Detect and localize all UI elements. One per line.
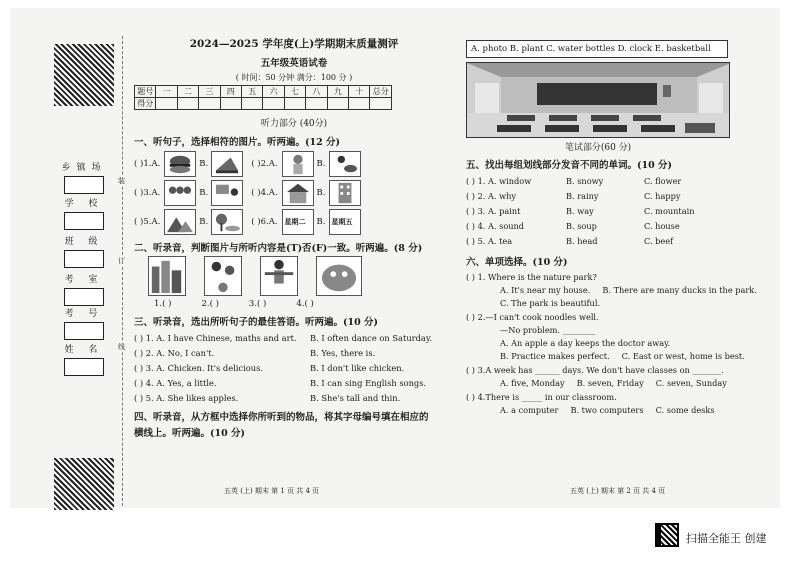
field-exam-room: 考 室	[54, 272, 114, 306]
score-table	[134, 85, 392, 110]
teacher-picture	[211, 180, 243, 206]
exam-meta: ( 时间：50 分钟 满分：100 分 )	[235, 73, 353, 82]
score-cell: 九	[327, 86, 348, 98]
score-cell: 十	[349, 86, 370, 98]
page-footer-right: 五英 (上) 期末 第 2 页 共 4 页	[570, 487, 666, 495]
score-cell: 八	[306, 86, 327, 98]
s2-pictures	[134, 256, 454, 296]
cut-mark: 装	[118, 177, 125, 185]
qr-code-icon	[655, 523, 679, 547]
score-cell: 总分	[370, 86, 392, 98]
s5-row: ( ) 5. A. tea B. head C. beef	[466, 236, 674, 246]
kids-playing-picture	[204, 256, 242, 296]
question-2: ( ) 2.—I can't cook noodles well. —No problem. ________ A. An apple a day keeps the doctor away. B. Practice makes perfect. C. East or west, home is best.	[466, 312, 745, 361]
calendar-friday-picture: 星期五	[329, 209, 361, 235]
house-picture	[282, 180, 314, 206]
sandwich-picture	[211, 151, 243, 177]
children-picture	[164, 180, 196, 206]
field-school: 学 校	[54, 196, 114, 230]
s2-answers: 1.( ) 2.( ) 3.( ) 4.( )	[154, 299, 314, 309]
right-page	[466, 40, 786, 415]
s3-row: ( ) 3. A. Chicken. It's delicious. B. I don't like chicken.	[134, 363, 405, 373]
exam-subtitle: 五年级英语试卷	[260, 58, 328, 69]
question-1: ( ) 1. Where is the nature park? A. It's near my house. B. There are many ducks in the park. C. The park is beautiful.	[466, 272, 757, 308]
kungfu-picture	[260, 256, 298, 296]
score-cell[interactable]	[220, 98, 241, 110]
field-township: 乡镇场	[54, 160, 114, 194]
score-cell: 一	[156, 86, 177, 98]
scanner-brand: 扫描全能王 创建	[686, 532, 767, 545]
score-cell: 三	[199, 86, 220, 98]
score-cell: 题号	[135, 86, 156, 98]
left-page	[134, 36, 454, 439]
man-dog-picture	[329, 151, 361, 177]
page-footer-left: 五英 (上) 期末 第 1 页 共 4 页	[224, 487, 320, 495]
s3-row: ( ) 4. A. Yes, a little. B. I can sing English songs.	[134, 378, 427, 388]
section-2-title: 二、听录音，判断图片与所听内容是(T)否(F)一致。听两遍。(8 分)	[134, 243, 423, 254]
s3-row: ( ) 1. A. I have Chinese, maths and art. B. I often dance on Saturday.	[134, 333, 433, 343]
section-4-title: 四、听录音，从方框中选择你所听到的物品，将其字母编号填在相应的	[134, 412, 429, 423]
s5-row: ( ) 1. A. window B. snowy C. flower	[466, 176, 682, 186]
exam-title: 2024—2025 学年度(上)学期期末质量测评	[189, 38, 399, 50]
score-cell[interactable]	[349, 98, 370, 110]
written-part-title: 笔试部分(60 分)	[564, 143, 632, 153]
score-cell[interactable]	[327, 98, 348, 110]
s3-row: ( ) 5. A. She likes apples. B. She's tall and thin.	[134, 393, 401, 403]
hamburger-picture	[164, 151, 196, 177]
section-1-title: 一、听句子，选择相符的图片。听两遍。(12 分)	[134, 137, 341, 148]
classroom-picture	[466, 62, 730, 138]
field-name: 姓 名	[54, 342, 114, 376]
building-picture	[329, 180, 361, 206]
s1-row: ( )5.A. B. ( )6.A. 星期二 B. 星期五	[134, 209, 454, 235]
score-cell: 得分	[135, 98, 156, 110]
s1-row: ( )1.A. B. ( )2.A. B.	[134, 151, 454, 177]
score-cell: 四	[220, 86, 241, 98]
score-cell[interactable]	[284, 98, 305, 110]
score-cell[interactable]	[370, 98, 392, 110]
exam-sheet	[10, 8, 780, 508]
field-box[interactable]	[64, 250, 104, 268]
score-cell: 六	[263, 86, 284, 98]
cartoon-picture	[316, 256, 362, 296]
city-picture	[148, 256, 186, 296]
cut-mark: 订	[118, 257, 125, 265]
question-4: ( ) 4.There is _____ in our classroom. A. a computer B. two computers C. some desks	[466, 392, 715, 415]
boy-cooking-picture	[282, 151, 314, 177]
park-picture	[211, 209, 243, 235]
mountain-picture	[164, 209, 196, 235]
score-cell: 五	[242, 86, 263, 98]
hatch-pattern-top	[54, 44, 114, 106]
score-cell[interactable]	[242, 98, 263, 110]
field-exam-number: 考 号	[54, 306, 114, 340]
cut-line	[122, 36, 123, 506]
s5-row: ( ) 2. A. why B. rainy C. happy	[466, 191, 681, 201]
hatch-pattern-bottom	[54, 458, 114, 510]
s5-row: ( ) 3. A. paint B. way C. mountain	[466, 206, 695, 216]
cut-mark: 线	[118, 343, 125, 351]
score-cell[interactable]	[199, 98, 220, 110]
section-5-title: 五、找出每组划线部分发音不同的单词。(10 分)	[466, 160, 673, 171]
listening-part-title: 听力部分 (40分)	[260, 119, 328, 129]
field-class: 班 级	[54, 234, 114, 268]
binding-strip	[24, 36, 124, 506]
field-box[interactable]	[64, 176, 104, 194]
s5-row: ( ) 4. A. sound B. soup C. house	[466, 221, 680, 231]
score-cell: 七	[284, 86, 305, 98]
field-box[interactable]	[64, 212, 104, 230]
score-cell: 二	[177, 86, 198, 98]
word-box: A. photo B. plant C. water bottles D. clock E. basketball	[466, 40, 728, 58]
score-cell[interactable]	[177, 98, 198, 110]
field-box[interactable]	[64, 288, 104, 306]
score-cell[interactable]	[263, 98, 284, 110]
s3-row: ( ) 2. A. No, I can't. B. Yes, there is.	[134, 348, 376, 358]
calendar-tuesday-picture: 星期二	[282, 209, 314, 235]
field-box[interactable]	[64, 322, 104, 340]
s1-row: ( )3.A. B. ( )4.A. B.	[134, 180, 454, 206]
section-6-title: 六、单项选择。(10 分)	[466, 257, 568, 268]
score-cell[interactable]	[156, 98, 177, 110]
section-3-title: 三、听录音，选出所听句子的最佳答语。听两遍。(10 分)	[134, 317, 379, 328]
score-cell[interactable]	[306, 98, 327, 110]
section-4-title-line2: 横线上。听两遍。(10 分)	[134, 428, 246, 439]
question-3: ( ) 3.A week has ______ days. We don't have classes on _______. A. five, Monday B. seven, Friday C. seven, Sunday	[466, 365, 727, 388]
field-box[interactable]	[64, 358, 104, 376]
